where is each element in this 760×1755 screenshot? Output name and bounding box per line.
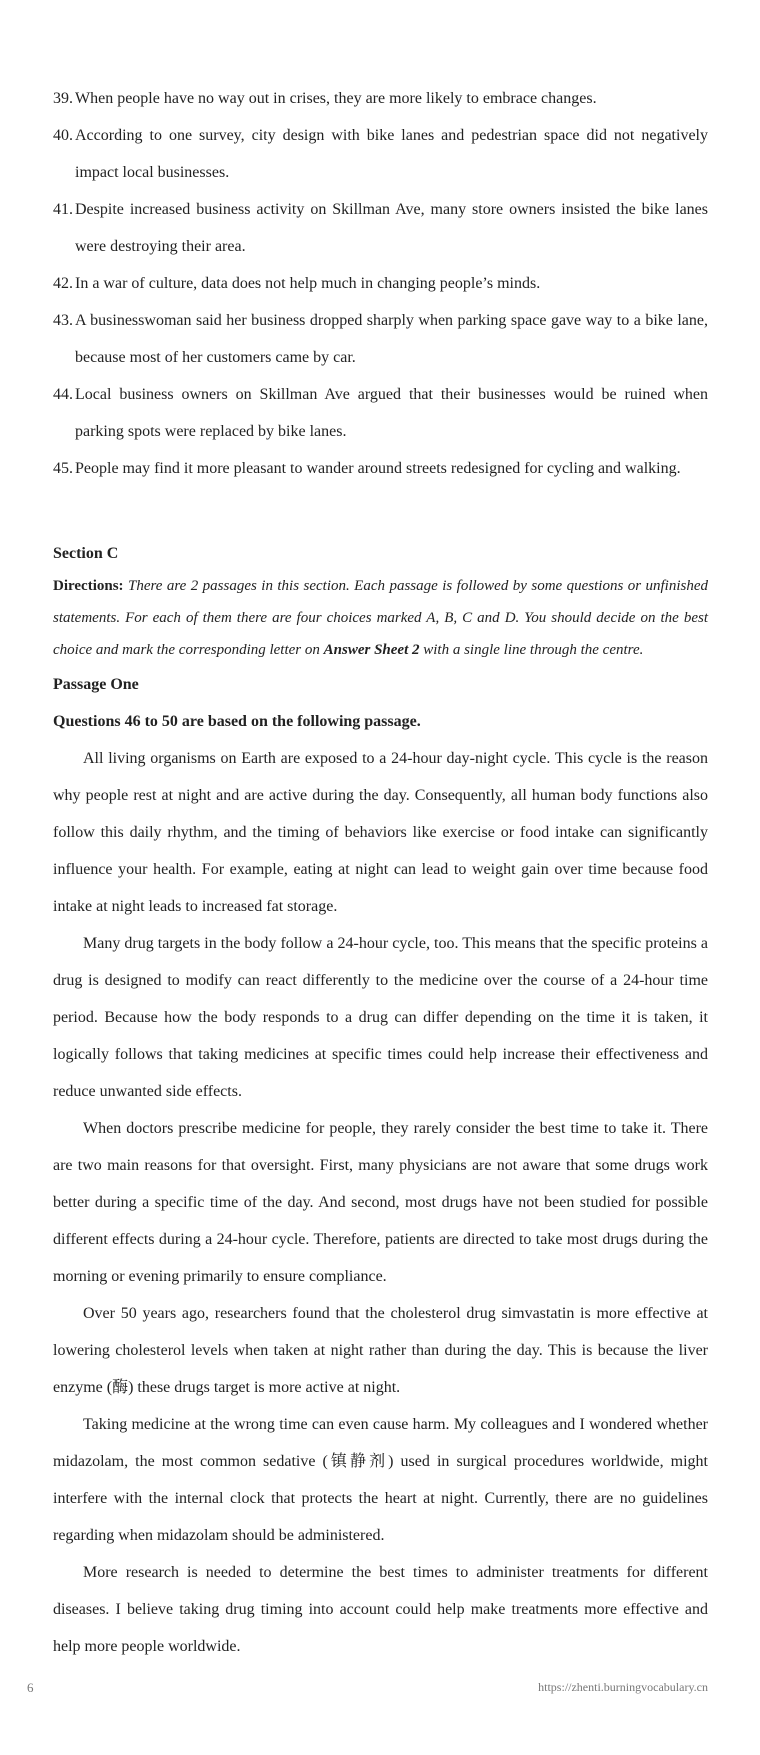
directions-answer-sheet: Answer Sheet 2 bbox=[323, 642, 420, 658]
statement-number: 40. bbox=[53, 127, 73, 144]
statement-number: 44. bbox=[53, 386, 73, 403]
section-title: Section C bbox=[53, 545, 119, 562]
statement-text: People may find it more pleasant to wander around streets redesigned for cycling and walking. bbox=[75, 460, 681, 477]
passage-paragraph: Over 50 years ago, researchers found that the cholesterol drug simvastatin is more effective at lowering cholesterol levels when taken at night rather than during the day. This is because the liver enzyme (酶) these drugs target is more active at night. bbox=[53, 1305, 708, 1396]
passage-paragraph: More research is needed to determine the best times to administer treatments for different diseases. I believe taking drug timing into account could help make treatments more effective and help more people worldwide. bbox=[53, 1564, 708, 1655]
statement-item bbox=[53, 450, 708, 487]
passage-paragraph: When doctors prescribe medicine for people, they rarely consider the best time to take it. There are two main reasons for that oversight. First, many physicians are not aware that some drugs work better during a specific time of the day. And second, most drugs have not been studied for possible different effects during a 24-hour cycle. Therefore, patients are directed to take most drugs during the morning or evening primarily to ensure compliance. bbox=[53, 1120, 708, 1285]
directions-label: Directions: bbox=[53, 578, 124, 594]
statement-item bbox=[53, 80, 708, 117]
statement-text: Despite increased business activity on Skillman Ave, many store owners insisted the bike lanes were destroying their area. bbox=[75, 201, 708, 255]
statement-number: 43. bbox=[53, 312, 73, 329]
statement-text: In a war of culture, data does not help much in changing people’s minds. bbox=[75, 275, 541, 292]
passage-label: Passage One bbox=[53, 676, 139, 693]
passage-paragraph: Taking medicine at the wrong time can even cause harm. My colleagues and I wondered whether midazolam, the most common sedative (镇静剂) used in surgical procedures worldwide, might interfere with the internal clock that protects the heart at night. Currently, there are no guidelines regarding when midazolam should be administered. bbox=[53, 1416, 708, 1544]
statement-item bbox=[53, 117, 708, 191]
statement-text: When people have no way out in crises, they are more likely to embrace changes. bbox=[75, 90, 597, 107]
passage-paragraph: All living organisms on Earth are exposed to a 24-hour day-night cycle. This cycle is the reason why people rest at night and are active during the day. Consequently, all human body functions also follow this daily rhythm, and the timing of behaviors like exercise or food intake can significantly influence your health. For example, eating at night can lead to weight gain over time because food intake at night leads to increased fat storage. bbox=[53, 750, 708, 915]
directions-text: There are 2 passages in this section. Each passage is followed by some questions or unfinished statements. For each of them there are four choices marked A, B, C and D. You should decide on the best choice and mark the corresponding letter on bbox=[53, 578, 708, 658]
passage-paragraph: Many drug targets in the body follow a 24-hour cycle, too. This means that the specific proteins a drug is designed to modify can react differently to the medicine over the course of a 24-hour time period. Because how the body responds to a drug can differ depending on the time it is taken, it logically follows that taking medicines at specific times could help increase their effectiveness and reduce unwanted side effects. bbox=[53, 935, 708, 1100]
page-number: 6 bbox=[27, 1680, 34, 1695]
statement-item bbox=[53, 265, 708, 302]
statement-text: A businesswoman said her business dropped sharply when parking space gave way to a bike lane, because most of her customers came by car. bbox=[75, 312, 708, 366]
statement-text: Local business owners on Skillman Ave argued that their businesses would be ruined when parking spots were replaced by bike lanes. bbox=[75, 386, 708, 440]
directions-text-end: with a single line through the centre. bbox=[419, 642, 644, 658]
statement-item bbox=[53, 302, 708, 376]
statement-text: According to one survey, city design with bike lanes and pedestrian space did not negatively impact local businesses. bbox=[75, 127, 708, 181]
statement-item bbox=[53, 376, 708, 450]
statement-list bbox=[53, 80, 708, 487]
statement-number: 41. bbox=[53, 201, 73, 218]
passage-intro: Questions 46 to 50 are based on the following passage. bbox=[53, 713, 421, 730]
statement-item bbox=[53, 191, 708, 265]
statement-number: 39. bbox=[53, 90, 73, 107]
statement-number: 45. bbox=[53, 460, 73, 477]
footer-url[interactable]: https://zhenti.burningvocabulary.cn bbox=[538, 1680, 708, 1694]
statement-number: 42. bbox=[53, 275, 73, 292]
exam-page bbox=[53, 80, 708, 1665]
section-directions bbox=[53, 570, 708, 666]
